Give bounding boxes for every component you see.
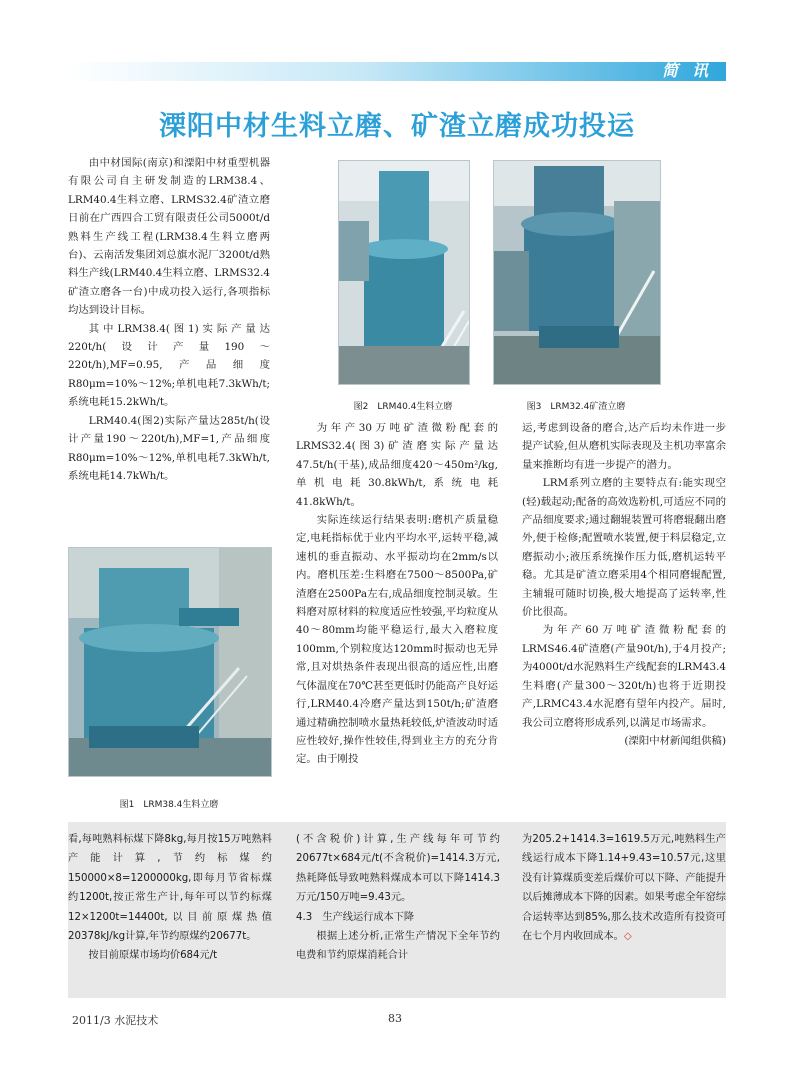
source-credit: (溧阳中材新闻组供稿) [624,734,726,747]
end-mark-icon: ◇ [623,931,632,943]
paragraph: 根据上述分析,正常生产情况下全年节约电费和节约原煤消耗合计 [296,931,500,962]
paragraph: 按目前原煤市场均价684元/t [88,950,218,962]
column-1-text [68,154,270,485]
subheading: 4.3 生产线运行成本下降 [296,911,415,923]
header-band [68,62,726,81]
continuation-column-2 [296,830,500,966]
column-2-text [296,419,498,769]
paragraph: 为年产30万吨矿渣微粉配套的LRMS32.4(图3)矿渣磨实际产量达47.5t/h(干基),成品细度420～450m²/kg,单机电耗30.8kWh/t,系统电耗41.8kWh/t。 [296,422,498,508]
continuation-column-3 [522,830,726,946]
figure-2-photo [338,160,470,385]
figure-1-photo [68,547,272,777]
paragraph [522,830,726,946]
figure-3-caption: 图3 LRM32.4矿渣立磨 [526,402,626,412]
paragraph: 其中LRM38.4(图1)实际产量达220t/h(设计产量190～220t/h),MF=0.95,产品细度R80μm=10%～12%;单机电耗7.3kWh/t;系统电耗15.2kWh/t。 [68,322,270,409]
figure-2-caption: 图2 LRM40.4生料立磨 [353,402,453,412]
paragraph: 实际连续运行结果表明:磨机产质量稳定,电耗指标优于业内平均水平,运转平稳,减速机的垂直振动、水平振动均在2mm/s以内。磨机压差:生料磨在7500～8500Pa,矿渣磨在2500Pa左右,成品细度控制灵敏。生料磨对原材料的粒度适应性较强,平均粒度从40～80mm均能平稳运行,最大入磨粒度100mm,个别粒度达120mm时振动也无异常,且对烘热条件表现出很高的适应性,出磨气体温度在70℃甚至更低时仍能高产良好运行,LRM40.4冷磨产量达到150t/h;矿渣磨通过精确控制喷水量热耗较低,炉渣波动时适应性较好,操作性较佳,得到业主方的充分肯定。由于刚投 [296,514,498,766]
footer-issue: 2011/3 水泥技术 [72,1014,159,1027]
paragraph: 由中材国际(南京)和溧阳中材重型机器有限公司自主研发制造的LRM38.4、LRM40.4生料立磨、LRMS32.4矿渣立磨日前在广西四合工贸有限责任公司5000t/d熟料生产线工程(LRM38.4生料立磨两台)、云南活发集团刘总旗水泥厂3200t/d熟料生产线(LRM40.4生料立磨、LRMS32.4矿渣立磨各一台)中成功投入运行,各项指标均达到设计目标。 [68,157,270,317]
section-label: 简讯 [661,61,722,80]
article-title: 溧阳中材生料立磨、矿渣立磨成功投运 [159,111,635,142]
page-number: 83 [388,1012,402,1025]
paragraph: (不含税价)计算,生产线每年可节约20677t×684元/t(不含税价)=1414.3万元,热耗降低导致吨熟料煤成本可以下降1414.3万元/150万吨=9.43元。 [296,834,500,904]
continuation-column-1 [68,830,272,966]
column-3-text [522,419,726,750]
paragraph: LRM40.4(图2)实际产量达285t/h(设计产量190～220t/h),MF=1,产品细度R80μm=10%～12%,单机电耗7.3kWh/t,系统电耗14.7kWh/t。 [68,414,270,482]
paragraph-text: 为205.2+1414.3=1619.5万元,吨熟料生产线运行成本下降1.14+9.43=10.57元,这里没有计算煤质变差后煤价可以下降、产能提升以后摊薄成本下降的因素。如果考虑全年窑综合运转率达到85%,那么技术改造所有投资可在七个月内收回成本。 [522,834,726,943]
figure-3-photo [493,160,661,385]
figure-1-caption: 图1 LRM38.4生料立磨 [119,800,219,810]
paragraph: LRM系列立磨的主要特点有:能实现空(轻)载起动;配备的高效选粉机,可适应不同的产品细度要求;通过翻辊装置可将磨辊翻出磨外,便于检修;配置喷水装置,便于料层稳定,立磨振动小;液压系统操作压力低,磨机运转平稳。尤其是矿渣立磨采用4个相同磨辊配置,主辅辊可随时切换,极大地提高了运转率,性价比很高。 [522,477,726,619]
paragraph: 为年产60万吨矿渣微粉配套的LRMS46.4矿渣磨(产量90t/h),于4月投产;为4000t/d水泥熟料生产线配套的LRM43.4生料磨(产量300～320t/h)也将于近期投产,LRMC43.4水泥磨有望年内投产。届时,我公司立磨将形成系列,以满足市场需求。 [522,624,726,729]
paragraph: 看,每吨熟料标煤下降8kg,每月按15万吨熟料产能计算,节约标煤约150000×8=1200000kg,即每月节省标煤约1200t,按正常生产计,每年可以节约标煤12×1200t=14400t,以目前原煤热值20378kJ/kg计算,年节约原煤约20677t。 [68,834,272,943]
paragraph: 运,考虑到设备的磨合,达产后均未作进一步提产试验,但从磨机实际表现及主机功率富余量来推断均有进一步提产的潜力。 [522,422,726,471]
